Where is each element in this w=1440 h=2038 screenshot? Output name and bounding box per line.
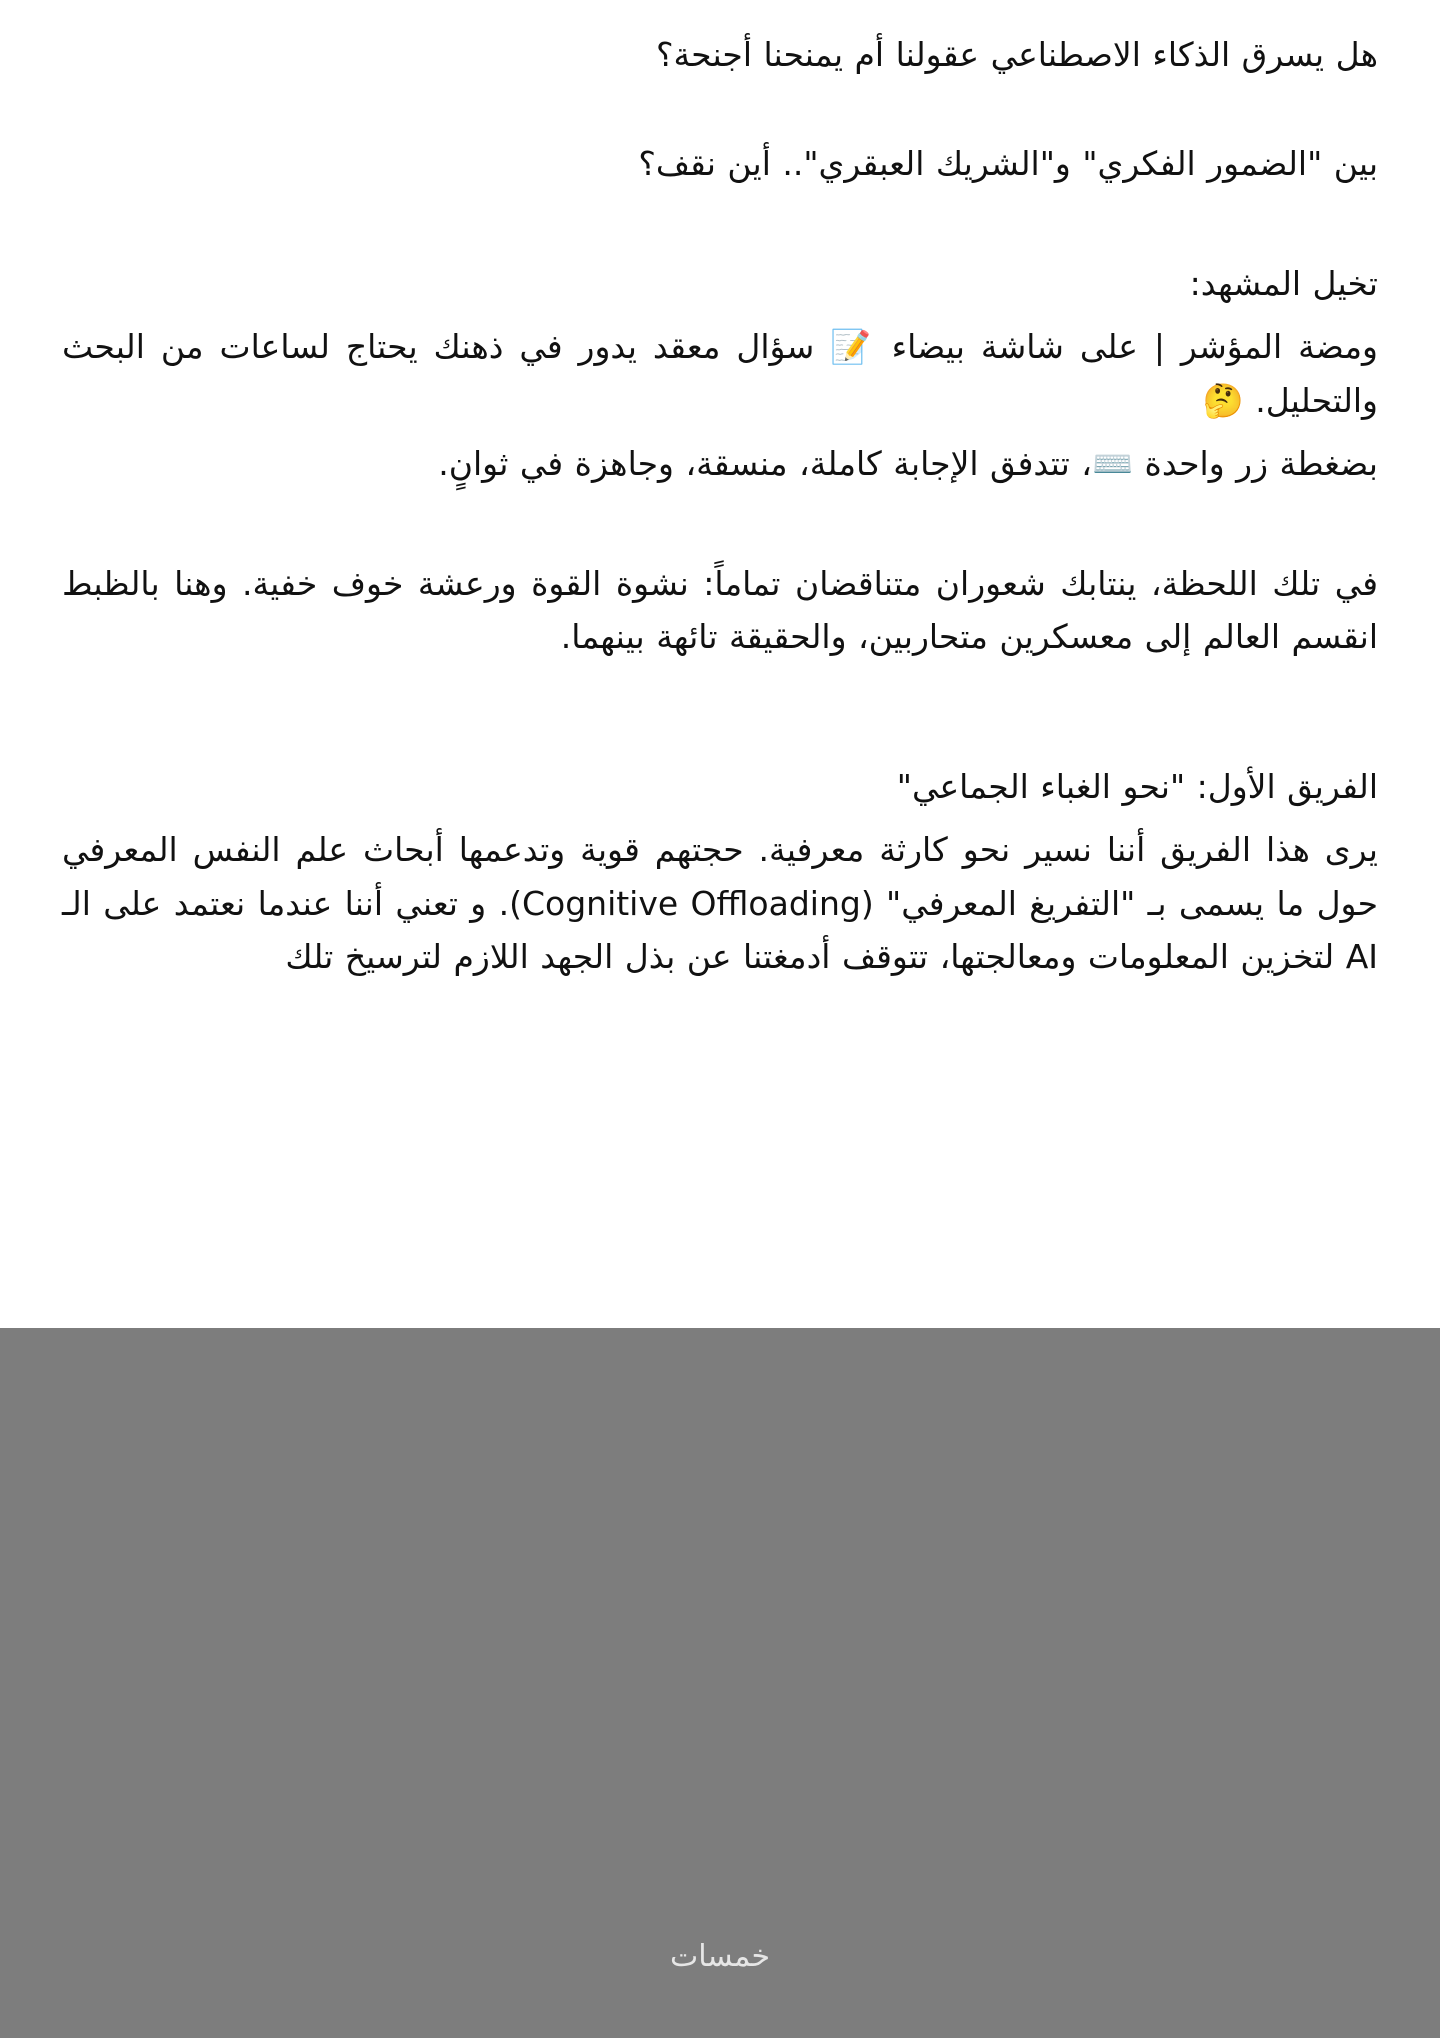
paragraph-feelings: في تلك اللحظة، ينتابك شعوران متناقضان تماماً: نشوة القوة ورعشة خوف خفية. وهنا بالظبط انقسم العالم إلى معسكرين متحاربين، والحقيقة تائهة بينهما.: [62, 563, 1378, 657]
spacer: [62, 310, 1378, 320]
spacer: [62, 191, 1378, 247]
spacer: [62, 813, 1378, 823]
watermark-label: خمسات: [669, 1939, 771, 1974]
paragraph-scene-line-2: بضغطة زر واحدة ⌨️، تتدفق الإجابة كاملة، منسقة، وجاهزة في ثوانٍ.: [438, 444, 1378, 484]
page-edge-sliver: [1424, 1302, 1440, 1328]
spacer: [62, 247, 1378, 257]
bottom-overlay-bar: [0, 1328, 1440, 2038]
spacer: [62, 81, 1378, 137]
document-body: [0, 0, 1440, 983]
paragraph-subtitle-question: بين "الضمور الفكري" و"الشريك العبقري".. أين نقف؟: [638, 144, 1378, 184]
paragraph-title-question: هل يسرق الذكاء الاصطناعي عقولنا أم يمنحنا أجنحة؟: [655, 35, 1378, 74]
spacer: [62, 720, 1378, 760]
spacer: [62, 491, 1378, 547]
paragraph-team-one-heading: الفريق الأول: "نحو الغباء الجماعي": [896, 766, 1378, 806]
spacer: [62, 664, 1378, 720]
paragraph-imagine-scene: تخيل المشهد:: [1189, 263, 1378, 303]
paragraph-scene-line-1: ومضة المؤشر | على شاشة بيضاء 📝 سؤال معقد يدور في ذهنك يحتاج لساعات من البحث والتحليل. 🤔: [62, 327, 1378, 420]
spacer: [62, 427, 1378, 437]
spacer: [62, 547, 1378, 557]
paragraph-team-one-body: يرى هذا الفريق أننا نسير نحو كارثة معرفية. حجتهم قوية وتدعمها أبحاث علم النفس المعرفي حول ما يسمى بـ "التفريغ المعرفي" (Cognitive Offloading). و تعني أننا عندما نعتمد على الـ AI لتخزين المعلومات ومعالجتها، تتوقف أدمغتنا عن بذل الجهد اللازم لترسيخ تلك: [62, 830, 1378, 976]
